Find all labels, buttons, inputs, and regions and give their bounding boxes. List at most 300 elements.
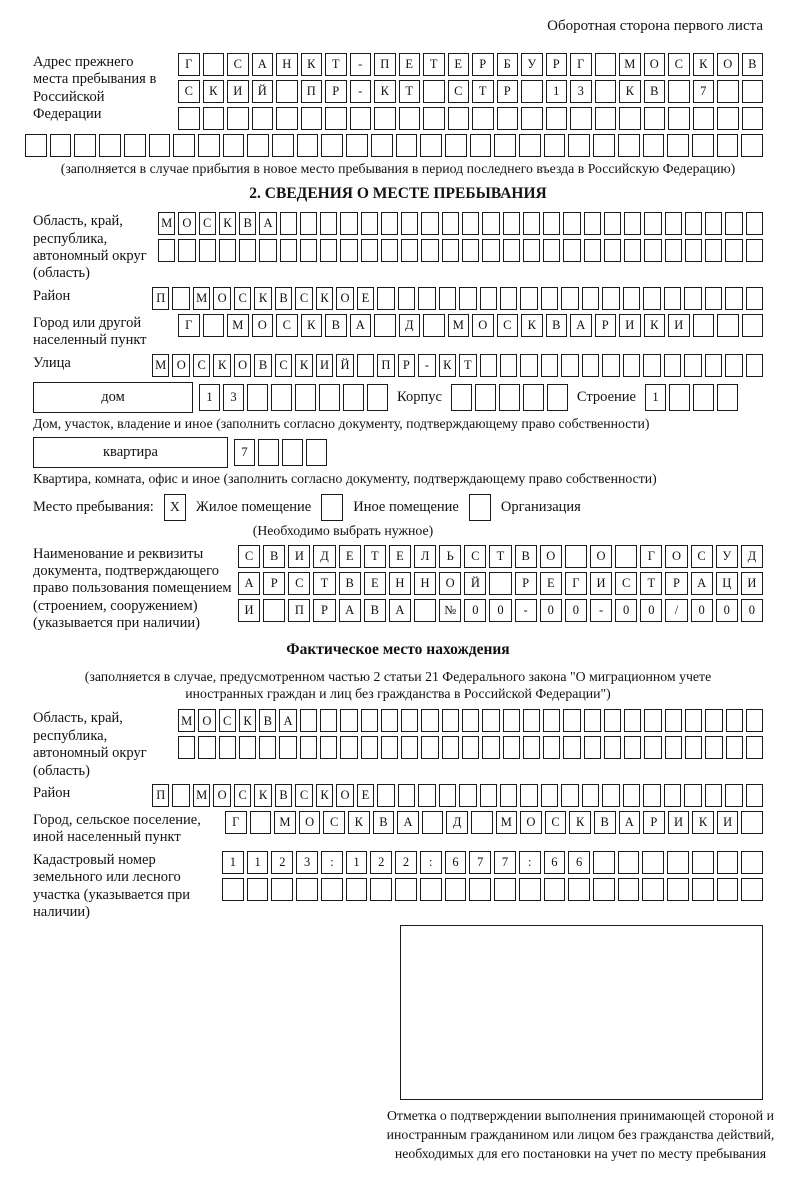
- char-cell[interactable]: К: [692, 811, 714, 834]
- char-cell[interactable]: /: [665, 599, 687, 622]
- char-cell[interactable]: С: [199, 212, 216, 235]
- char-cell[interactable]: [250, 811, 272, 834]
- char-cell[interactable]: Ь: [439, 545, 461, 568]
- char-cell[interactable]: [541, 354, 558, 377]
- char-cell[interactable]: [343, 384, 364, 411]
- char-cell[interactable]: [725, 784, 742, 807]
- char-cell[interactable]: [519, 878, 541, 901]
- char-cell[interactable]: 6: [568, 851, 590, 874]
- char-cell[interactable]: [668, 80, 690, 103]
- char-cell[interactable]: [367, 384, 388, 411]
- char-cell[interactable]: Ц: [716, 572, 738, 595]
- char-cell[interactable]: [300, 736, 317, 759]
- char-cell[interactable]: [602, 287, 619, 310]
- char-cell[interactable]: [561, 354, 578, 377]
- char-cell[interactable]: А: [279, 709, 296, 732]
- char-cell[interactable]: [469, 878, 491, 901]
- char-cell[interactable]: К: [374, 80, 396, 103]
- char-cell[interactable]: [374, 314, 396, 337]
- char-cell[interactable]: К: [348, 811, 370, 834]
- char-cell[interactable]: Р: [313, 599, 335, 622]
- char-cell[interactable]: [442, 736, 459, 759]
- char-cell[interactable]: О: [540, 545, 562, 568]
- char-cell[interactable]: [543, 709, 560, 732]
- char-cell[interactable]: [462, 736, 479, 759]
- char-cell[interactable]: [500, 784, 517, 807]
- char-cell[interactable]: С: [227, 53, 249, 76]
- char-cell[interactable]: [521, 107, 543, 130]
- char-cell[interactable]: [489, 572, 511, 595]
- char-cell[interactable]: [421, 709, 438, 732]
- char-cell[interactable]: [543, 736, 560, 759]
- char-cell[interactable]: [227, 107, 249, 130]
- char-cell[interactable]: 0: [489, 599, 511, 622]
- char-cell[interactable]: У: [521, 53, 543, 76]
- char-cell[interactable]: [500, 287, 517, 310]
- char-cell[interactable]: М: [193, 784, 210, 807]
- char-cell[interactable]: [582, 287, 599, 310]
- char-cell[interactable]: [717, 107, 739, 130]
- char-cell[interactable]: С: [464, 545, 486, 568]
- char-cell[interactable]: [445, 134, 467, 157]
- char-cell[interactable]: [300, 709, 317, 732]
- char-cell[interactable]: В: [339, 572, 361, 595]
- char-cell[interactable]: [172, 287, 189, 310]
- char-cell[interactable]: [570, 107, 592, 130]
- char-cell[interactable]: Е: [357, 784, 374, 807]
- char-cell[interactable]: [480, 354, 497, 377]
- char-cell[interactable]: У: [716, 545, 738, 568]
- char-cell[interactable]: [643, 354, 660, 377]
- char-cell[interactable]: А: [238, 572, 260, 595]
- char-cell[interactable]: А: [350, 314, 372, 337]
- char-cell[interactable]: [371, 134, 393, 157]
- char-cell[interactable]: [618, 134, 640, 157]
- char-cell[interactable]: 0: [615, 599, 637, 622]
- char-cell[interactable]: [74, 134, 96, 157]
- char-cell[interactable]: [746, 354, 763, 377]
- char-cell[interactable]: [725, 212, 742, 235]
- char-cell[interactable]: И: [238, 599, 260, 622]
- char-cell[interactable]: [693, 384, 714, 411]
- char-cell[interactable]: [584, 212, 601, 235]
- char-cell[interactable]: [361, 239, 378, 262]
- char-cell[interactable]: [669, 384, 690, 411]
- char-cell[interactable]: [239, 736, 256, 759]
- char-cell[interactable]: [644, 709, 661, 732]
- char-cell[interactable]: [615, 545, 637, 568]
- char-cell[interactable]: [725, 287, 742, 310]
- char-cell[interactable]: [374, 107, 396, 130]
- char-cell[interactable]: [296, 878, 318, 901]
- char-cell[interactable]: В: [275, 784, 292, 807]
- char-cell[interactable]: [667, 878, 689, 901]
- char-cell[interactable]: [423, 107, 445, 130]
- char-cell[interactable]: [563, 239, 580, 262]
- char-cell[interactable]: М: [448, 314, 470, 337]
- char-cell[interactable]: [543, 239, 560, 262]
- char-cell[interactable]: Р: [665, 572, 687, 595]
- char-cell[interactable]: [340, 709, 357, 732]
- char-cell[interactable]: [451, 384, 472, 411]
- char-cell[interactable]: С: [238, 545, 260, 568]
- char-cell[interactable]: [623, 784, 640, 807]
- char-cell[interactable]: [442, 212, 459, 235]
- char-cell[interactable]: [459, 784, 476, 807]
- char-cell[interactable]: К: [301, 53, 323, 76]
- char-cell[interactable]: Т: [423, 53, 445, 76]
- char-cell[interactable]: Р: [643, 811, 665, 834]
- char-cell[interactable]: М: [496, 811, 518, 834]
- char-cell[interactable]: [319, 384, 340, 411]
- char-cell[interactable]: [717, 80, 739, 103]
- char-cell[interactable]: [482, 212, 499, 235]
- char-cell[interactable]: [726, 709, 743, 732]
- char-cell[interactable]: О: [439, 572, 461, 595]
- char-cell[interactable]: [726, 736, 743, 759]
- char-cell[interactable]: М: [227, 314, 249, 337]
- char-cell[interactable]: О: [252, 314, 274, 337]
- char-cell[interactable]: О: [590, 545, 612, 568]
- char-cell[interactable]: [279, 736, 296, 759]
- char-cell[interactable]: В: [325, 314, 347, 337]
- char-cell[interactable]: [741, 878, 763, 901]
- char-cell[interactable]: [746, 212, 763, 235]
- char-cell[interactable]: 3: [570, 80, 592, 103]
- char-cell[interactable]: [259, 736, 276, 759]
- char-cell[interactable]: [222, 878, 244, 901]
- char-cell[interactable]: [494, 878, 516, 901]
- char-cell[interactable]: О: [178, 212, 195, 235]
- char-cell[interactable]: [623, 354, 640, 377]
- char-cell[interactable]: [470, 134, 492, 157]
- char-cell[interactable]: [420, 134, 442, 157]
- char-cell[interactable]: [717, 134, 739, 157]
- char-cell[interactable]: Г: [225, 811, 247, 834]
- char-cell[interactable]: В: [275, 287, 292, 310]
- char-cell[interactable]: [692, 878, 714, 901]
- char-cell[interactable]: [568, 134, 590, 157]
- char-cell[interactable]: П: [377, 354, 394, 377]
- char-cell[interactable]: [693, 107, 715, 130]
- char-cell[interactable]: [604, 239, 621, 262]
- char-cell[interactable]: 0: [716, 599, 738, 622]
- char-cell[interactable]: М: [274, 811, 296, 834]
- char-cell[interactable]: В: [594, 811, 616, 834]
- char-cell[interactable]: Г: [178, 314, 200, 337]
- char-cell[interactable]: [398, 287, 415, 310]
- char-cell[interactable]: Н: [276, 53, 298, 76]
- char-cell[interactable]: [381, 736, 398, 759]
- char-cell[interactable]: [420, 878, 442, 901]
- char-cell[interactable]: 0: [540, 599, 562, 622]
- char-cell[interactable]: 1: [546, 80, 568, 103]
- char-cell[interactable]: Р: [263, 572, 285, 595]
- char-cell[interactable]: С: [288, 572, 310, 595]
- char-cell[interactable]: [475, 384, 496, 411]
- char-cell[interactable]: 3: [223, 384, 244, 411]
- char-cell[interactable]: [520, 784, 537, 807]
- char-cell[interactable]: [272, 134, 294, 157]
- char-cell[interactable]: Г: [178, 53, 200, 76]
- char-cell[interactable]: К: [295, 354, 312, 377]
- char-cell[interactable]: 1: [346, 851, 368, 874]
- char-cell[interactable]: [624, 709, 641, 732]
- char-cell[interactable]: [401, 212, 418, 235]
- char-cell[interactable]: М: [158, 212, 175, 235]
- char-cell[interactable]: [742, 80, 764, 103]
- char-cell[interactable]: И: [227, 80, 249, 103]
- char-cell[interactable]: [544, 134, 566, 157]
- char-cell[interactable]: [503, 239, 520, 262]
- char-cell[interactable]: [644, 212, 661, 235]
- char-cell[interactable]: Д: [399, 314, 421, 337]
- char-cell[interactable]: Д: [313, 545, 335, 568]
- char-cell[interactable]: С: [234, 287, 251, 310]
- char-cell[interactable]: 2: [271, 851, 293, 874]
- char-cell[interactable]: [462, 239, 479, 262]
- char-cell[interactable]: [124, 134, 146, 157]
- char-cell[interactable]: С: [275, 354, 292, 377]
- char-cell[interactable]: [300, 239, 317, 262]
- char-cell[interactable]: Р: [595, 314, 617, 337]
- char-cell[interactable]: В: [364, 599, 386, 622]
- char-cell[interactable]: П: [152, 784, 169, 807]
- char-cell[interactable]: [462, 212, 479, 235]
- char-cell[interactable]: 7: [469, 851, 491, 874]
- char-cell[interactable]: [741, 851, 763, 874]
- char-cell[interactable]: [414, 599, 436, 622]
- char-cell[interactable]: [295, 384, 316, 411]
- char-cell[interactable]: [239, 239, 256, 262]
- char-cell[interactable]: [381, 212, 398, 235]
- char-cell[interactable]: О: [213, 287, 230, 310]
- char-cell[interactable]: [259, 239, 276, 262]
- char-cell[interactable]: Т: [313, 572, 335, 595]
- char-cell[interactable]: [499, 384, 520, 411]
- char-cell[interactable]: О: [336, 287, 353, 310]
- char-cell[interactable]: [421, 239, 438, 262]
- char-cell[interactable]: [565, 545, 587, 568]
- char-cell[interactable]: [717, 851, 739, 874]
- char-cell[interactable]: [644, 107, 666, 130]
- char-cell[interactable]: [276, 80, 298, 103]
- char-cell[interactable]: [644, 239, 661, 262]
- char-cell[interactable]: [618, 851, 640, 874]
- char-cell[interactable]: М: [178, 709, 195, 732]
- char-cell[interactable]: Т: [364, 545, 386, 568]
- char-cell[interactable]: [448, 107, 470, 130]
- char-cell[interactable]: [198, 736, 215, 759]
- char-cell[interactable]: 3: [296, 851, 318, 874]
- char-cell[interactable]: [725, 239, 742, 262]
- char-cell[interactable]: [497, 107, 519, 130]
- char-cell[interactable]: [300, 212, 317, 235]
- char-cell[interactable]: [482, 239, 499, 262]
- char-cell[interactable]: [199, 239, 216, 262]
- char-cell[interactable]: [665, 709, 682, 732]
- char-cell[interactable]: 7: [693, 80, 715, 103]
- char-cell[interactable]: [705, 709, 722, 732]
- char-cell[interactable]: [361, 212, 378, 235]
- char-cell[interactable]: [523, 736, 540, 759]
- char-cell[interactable]: К: [213, 354, 230, 377]
- char-cell[interactable]: О: [198, 709, 215, 732]
- char-cell[interactable]: [624, 736, 641, 759]
- char-cell[interactable]: [604, 212, 621, 235]
- char-cell[interactable]: [685, 709, 702, 732]
- char-cell[interactable]: [325, 107, 347, 130]
- char-cell[interactable]: [320, 212, 337, 235]
- char-cell[interactable]: [619, 107, 641, 130]
- char-cell[interactable]: О: [213, 784, 230, 807]
- char-cell[interactable]: [439, 784, 456, 807]
- char-cell[interactable]: С: [219, 709, 236, 732]
- char-cell[interactable]: П: [152, 287, 169, 310]
- char-cell[interactable]: [462, 709, 479, 732]
- char-cell[interactable]: :: [321, 851, 343, 874]
- char-cell[interactable]: С: [615, 572, 637, 595]
- checkbox-residential[interactable]: X: [164, 494, 186, 521]
- char-cell[interactable]: К: [203, 80, 225, 103]
- char-cell[interactable]: [642, 878, 664, 901]
- char-cell[interactable]: [271, 878, 293, 901]
- char-cell[interactable]: А: [691, 572, 713, 595]
- char-cell[interactable]: 6: [544, 851, 566, 874]
- char-cell[interactable]: Е: [357, 287, 374, 310]
- char-cell[interactable]: П: [374, 53, 396, 76]
- char-cell[interactable]: -: [350, 53, 372, 76]
- char-cell[interactable]: В: [254, 354, 271, 377]
- char-cell[interactable]: [480, 784, 497, 807]
- char-cell[interactable]: [252, 107, 274, 130]
- char-cell[interactable]: [523, 212, 540, 235]
- char-cell[interactable]: И: [741, 572, 763, 595]
- char-cell[interactable]: [667, 851, 689, 874]
- char-cell[interactable]: С: [295, 784, 312, 807]
- char-cell[interactable]: [644, 736, 661, 759]
- char-cell[interactable]: К: [301, 314, 323, 337]
- char-cell[interactable]: К: [521, 314, 543, 337]
- char-cell[interactable]: И: [590, 572, 612, 595]
- char-cell[interactable]: К: [219, 212, 236, 235]
- char-cell[interactable]: Е: [389, 545, 411, 568]
- char-cell[interactable]: И: [316, 354, 333, 377]
- char-cell[interactable]: Г: [640, 545, 662, 568]
- char-cell[interactable]: К: [619, 80, 641, 103]
- char-cell[interactable]: [618, 878, 640, 901]
- char-cell[interactable]: М: [619, 53, 641, 76]
- char-cell[interactable]: [725, 354, 742, 377]
- char-cell[interactable]: [219, 736, 236, 759]
- char-cell[interactable]: [667, 134, 689, 157]
- char-cell[interactable]: [350, 107, 372, 130]
- char-cell[interactable]: [396, 134, 418, 157]
- char-cell[interactable]: [624, 212, 641, 235]
- char-cell[interactable]: 7: [234, 439, 255, 466]
- char-cell[interactable]: [523, 239, 540, 262]
- char-cell[interactable]: Е: [540, 572, 562, 595]
- char-cell[interactable]: А: [259, 212, 276, 235]
- char-cell[interactable]: [561, 287, 578, 310]
- char-cell[interactable]: [173, 134, 195, 157]
- char-cell[interactable]: [395, 878, 417, 901]
- char-cell[interactable]: [602, 354, 619, 377]
- char-cell[interactable]: А: [397, 811, 419, 834]
- char-cell[interactable]: [503, 212, 520, 235]
- char-cell[interactable]: Т: [399, 80, 421, 103]
- char-cell[interactable]: [442, 239, 459, 262]
- char-cell[interactable]: [203, 53, 225, 76]
- char-cell[interactable]: [149, 134, 171, 157]
- char-cell[interactable]: [593, 134, 615, 157]
- char-cell[interactable]: [247, 384, 268, 411]
- char-cell[interactable]: [523, 384, 544, 411]
- char-cell[interactable]: [459, 287, 476, 310]
- char-cell[interactable]: [692, 134, 714, 157]
- char-cell[interactable]: [717, 314, 739, 337]
- char-cell[interactable]: [582, 354, 599, 377]
- char-cell[interactable]: П: [301, 80, 323, 103]
- char-cell[interactable]: А: [570, 314, 592, 337]
- char-cell[interactable]: [178, 107, 200, 130]
- char-cell[interactable]: [482, 736, 499, 759]
- char-cell[interactable]: [418, 287, 435, 310]
- char-cell[interactable]: 2: [395, 851, 417, 874]
- char-cell[interactable]: К: [693, 53, 715, 76]
- char-cell[interactable]: 0: [640, 599, 662, 622]
- char-cell[interactable]: [381, 709, 398, 732]
- char-cell[interactable]: Е: [339, 545, 361, 568]
- char-cell[interactable]: [741, 134, 763, 157]
- char-cell[interactable]: -: [590, 599, 612, 622]
- char-cell[interactable]: [418, 784, 435, 807]
- char-cell[interactable]: О: [665, 545, 687, 568]
- char-cell[interactable]: С: [323, 811, 345, 834]
- char-cell[interactable]: А: [339, 599, 361, 622]
- char-cell[interactable]: [301, 107, 323, 130]
- char-cell[interactable]: [320, 709, 337, 732]
- char-cell[interactable]: [503, 709, 520, 732]
- char-cell[interactable]: [563, 736, 580, 759]
- char-cell[interactable]: Н: [389, 572, 411, 595]
- char-cell[interactable]: К: [254, 784, 271, 807]
- char-cell[interactable]: [500, 354, 517, 377]
- char-cell[interactable]: А: [252, 53, 274, 76]
- char-cell[interactable]: Й: [252, 80, 274, 103]
- char-cell[interactable]: [643, 784, 660, 807]
- char-cell[interactable]: -: [515, 599, 537, 622]
- char-cell[interactable]: [582, 784, 599, 807]
- char-cell[interactable]: О: [717, 53, 739, 76]
- char-cell[interactable]: [263, 599, 285, 622]
- char-cell[interactable]: [693, 314, 715, 337]
- char-cell[interactable]: Й: [464, 572, 486, 595]
- char-cell[interactable]: [422, 811, 444, 834]
- char-cell[interactable]: 6: [445, 851, 467, 874]
- char-cell[interactable]: [595, 80, 617, 103]
- char-cell[interactable]: [377, 784, 394, 807]
- char-cell[interactable]: [340, 736, 357, 759]
- char-cell[interactable]: [541, 784, 558, 807]
- char-cell[interactable]: [158, 239, 175, 262]
- char-cell[interactable]: В: [239, 212, 256, 235]
- char-cell[interactable]: С: [234, 784, 251, 807]
- char-cell[interactable]: С: [497, 314, 519, 337]
- char-cell[interactable]: С: [193, 354, 210, 377]
- char-cell[interactable]: [692, 851, 714, 874]
- char-cell[interactable]: В: [515, 545, 537, 568]
